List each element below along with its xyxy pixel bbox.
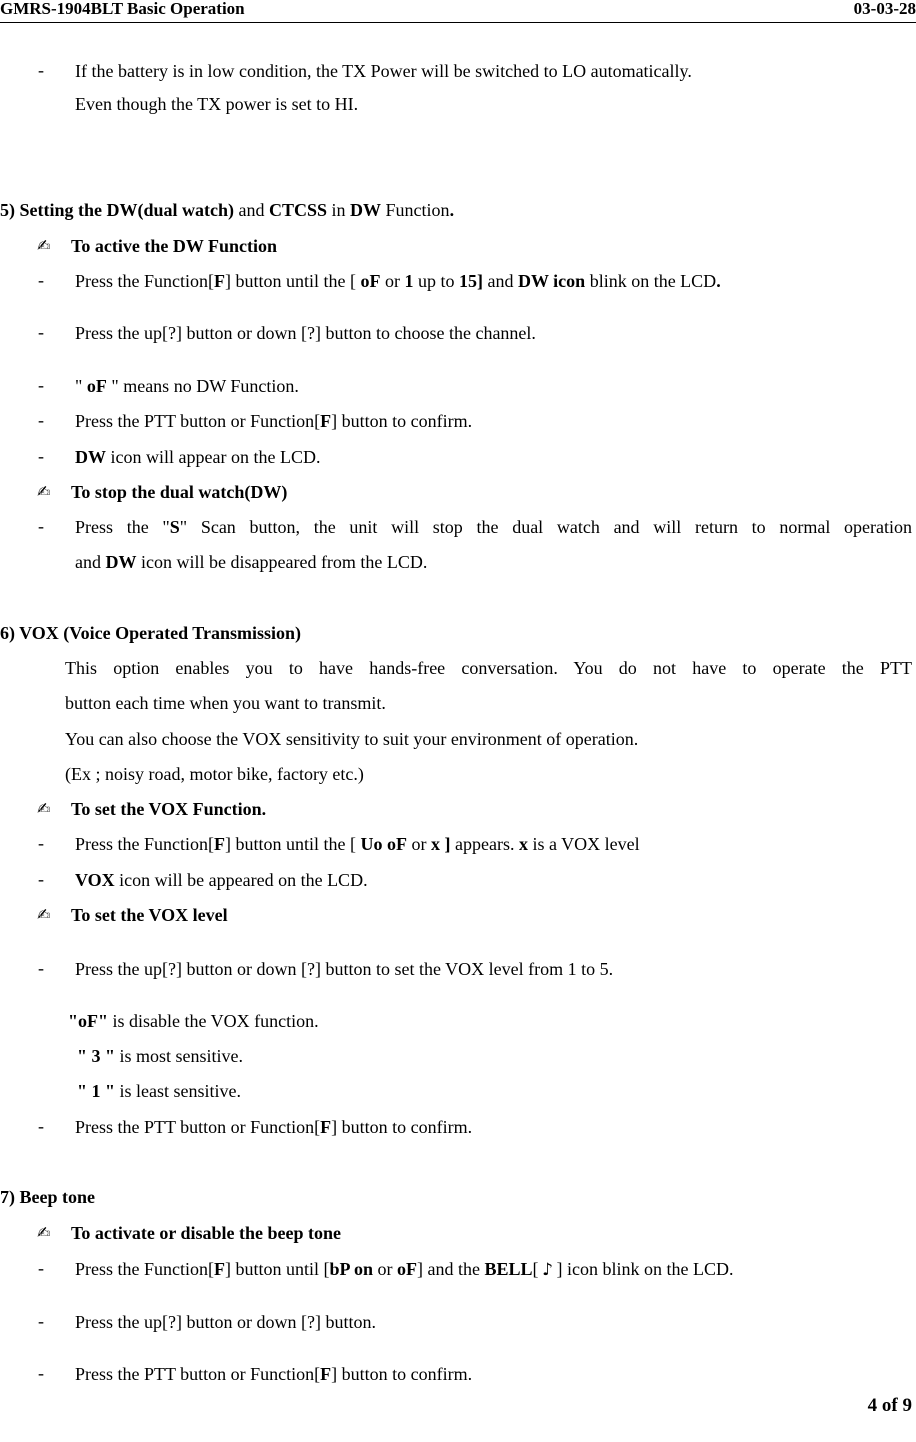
dw-step-5: DW icon will appear on the LCD. bbox=[75, 447, 321, 467]
dash-bullet: - bbox=[38, 1116, 44, 1136]
dash-bullet: - bbox=[38, 869, 44, 889]
dw-step-2: Press the up[?] button or down [?] button to choose the channel. bbox=[75, 323, 536, 343]
dash-bullet: - bbox=[38, 270, 44, 290]
dash-bullet: - bbox=[38, 60, 44, 80]
intro-line-2: Even though the TX power is set to HI. bbox=[75, 94, 359, 114]
vox-desc-4: (Ex ; noisy road, motor bike, factory etc.) bbox=[65, 764, 364, 784]
down-arrow-icon: ? bbox=[306, 1312, 315, 1332]
dw-stop-heading: To stop the dual watch(DW) bbox=[71, 482, 288, 502]
doc-title: GMRS-1904BLT Basic Operation bbox=[0, 0, 245, 18]
dash-bullet: - bbox=[38, 833, 44, 853]
vox-note-3: " 3 " is most sensitive. bbox=[77, 1046, 244, 1066]
doc-date: 03-03-28 bbox=[853, 0, 916, 18]
up-arrow-icon: ? bbox=[168, 1312, 176, 1332]
vox-step-1: Press the Function[F] button until the [ Uo oF or x ] appears. x is a VOX level bbox=[75, 834, 640, 854]
pen-bullet-icon: ✍ bbox=[37, 482, 51, 501]
vox-desc-2: button each time when you want to transmit. bbox=[65, 693, 386, 713]
section-7-heading: 7) Beep tone bbox=[0, 1187, 95, 1207]
intro-line-1: If the battery is in low condition, the TX Power will be switched to LO automatically. bbox=[75, 61, 692, 81]
dash-bullet: - bbox=[38, 410, 44, 430]
up-arrow-icon: ? bbox=[168, 323, 176, 343]
vox-step-2: VOX icon will be appeared on the LCD. bbox=[75, 870, 368, 890]
vox-note-1: " 1 " is least sensitive. bbox=[77, 1081, 241, 1101]
page-number: 4 of 9 bbox=[867, 1395, 912, 1416]
beep-step-3: Press the PTT button or Function[F] button to confirm. bbox=[75, 1364, 473, 1384]
section-6-heading: 6) VOX (Voice Operated Transmission) bbox=[0, 623, 301, 643]
pen-bullet-icon: ✍ bbox=[37, 1223, 51, 1242]
pen-bullet-icon: ✍ bbox=[37, 905, 51, 924]
pen-bullet-icon: ✍ bbox=[37, 799, 51, 818]
down-arrow-icon: ? bbox=[306, 959, 315, 979]
dash-bullet: - bbox=[38, 375, 44, 395]
page-header bbox=[0, 0, 916, 23]
vox-note-off: "oF" is disable the VOX function. bbox=[68, 1011, 319, 1031]
dash-bullet: - bbox=[38, 322, 44, 342]
dw-step-1: Press the Function[F] button until the [ oF or 1 up to 15] and DW icon blink on the LCD. bbox=[75, 271, 721, 291]
beep-step-1: Press the Function[F] button until [bP on or oF] and the BELL[ ♪ ] icon blink on the LCD. bbox=[75, 1259, 734, 1280]
vox-desc-3: You can also choose the VOX sensitivity to suit your environment of operation. bbox=[65, 729, 639, 749]
dw-step-3: " oF " means no DW Function. bbox=[75, 376, 299, 396]
dash-bullet: - bbox=[38, 446, 44, 466]
up-arrow-icon: ? bbox=[168, 959, 176, 979]
vox-level-heading: To set the VOX level bbox=[71, 905, 228, 925]
dw-step-4: Press the PTT button or Function[F] button to confirm. bbox=[75, 411, 473, 431]
vox-level-step-2: Press the PTT button or Function[F] button to confirm. bbox=[75, 1117, 473, 1137]
dw-stop-step-1: Press the "S" Scan button, the unit will stop the dual watch and will return to normal operation bbox=[75, 517, 912, 537]
vox-desc-1: This option enables you to have hands-free conversation. You do not have to operate the PTT bbox=[65, 658, 912, 678]
vox-level-step-1: Press the up[?] button or down [?] button to set the VOX level from 1 to 5. bbox=[75, 959, 614, 979]
pen-bullet-icon: ✍ bbox=[37, 236, 51, 255]
beep-heading: To activate or disable the beep tone bbox=[71, 1223, 341, 1243]
dash-bullet: - bbox=[38, 516, 44, 536]
dw-stop-step-1-cont: and DW icon will be disappeared from the LCD. bbox=[75, 552, 428, 572]
dash-bullet: - bbox=[38, 1363, 44, 1383]
dash-bullet: - bbox=[38, 1311, 44, 1331]
beep-step-2: Press the up[?] button or down [?] button. bbox=[75, 1312, 376, 1332]
down-arrow-icon: ? bbox=[306, 323, 315, 343]
section-5-heading: 5) Setting the DW(dual watch) and CTCSS in DW Function. bbox=[0, 200, 455, 220]
dash-bullet: - bbox=[38, 1258, 44, 1278]
dash-bullet: - bbox=[38, 958, 44, 978]
vox-set-heading: To set the VOX Function. bbox=[71, 799, 267, 819]
bell-icon: ♪ bbox=[542, 1260, 553, 1280]
dw-activate-heading: To active the DW Function bbox=[71, 236, 278, 256]
